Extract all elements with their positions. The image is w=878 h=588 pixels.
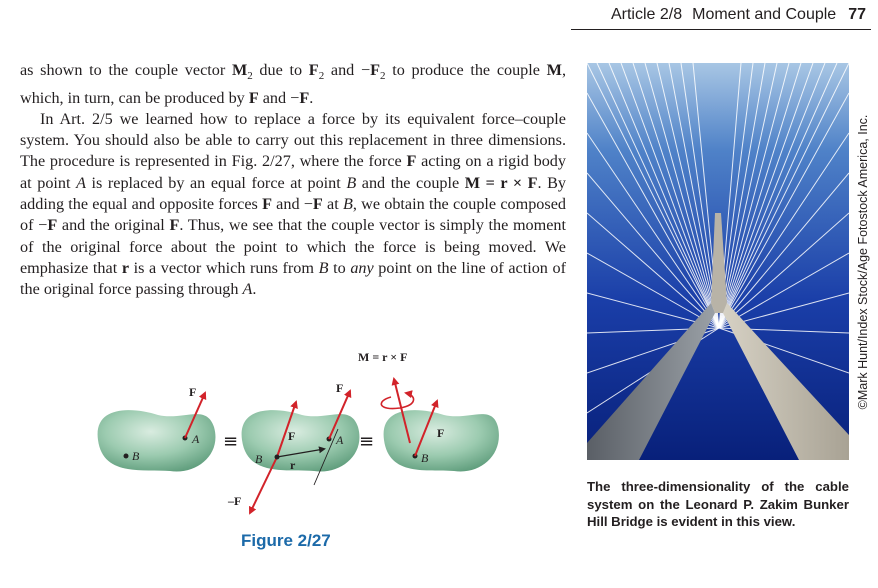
label-r: r [290, 458, 296, 472]
label-a-1: A [192, 432, 200, 446]
label-a-2: A [336, 433, 344, 447]
label-b-3: B [421, 451, 429, 465]
photo-credit [851, 63, 875, 460]
label-f-1: F [189, 385, 197, 399]
body-text [20, 60, 566, 301]
rigid-body-3 [384, 410, 499, 471]
bridge-photo [587, 63, 849, 460]
photo-caption: The three-dimensionality of the cable system on the Leonard P. Zakim Bunker Hill Bridge is evident in this view. [587, 479, 849, 530]
photo-credit-text: ©Mark Hunt/Index Stock/Age Fotostock America, Inc. [856, 114, 870, 409]
equiv-sign-1: ≡ [223, 431, 239, 452]
equiv-sign-2: ≡ [359, 431, 375, 452]
label-b-1: B [132, 449, 140, 463]
label-f-3: F [437, 426, 445, 440]
figure-2-27 [88, 345, 508, 535]
paragraph-1: as shown to the couple vector $M_2$ due to $F_2$ and $-F_2$ to produce the couple M, which, in turn, can be produced by F and −F. [20, 61, 566, 107]
label-f-b-2: F [288, 429, 296, 443]
page-number: 77 [848, 6, 866, 23]
figure-caption: Figure 2/27 [241, 531, 331, 550]
paragraph-2: In Art. 2/5 we learned how to replace a force by its equivalent force–couple system. You should also be able to carry out this replacement in three dimensions. The procedure is represented in Fig. 2/27, where the force F acting on a rigid body at point A is replaced by an equal force at point B and the couple M = r × F. By adding the equal and opposite forces F and −F at B, we obtain the couple composed of −F and the original F. Thus, we see that the couple vector is simply the moment of the original force about the point to which the force is being moved. We emphasize that r is a vector which runs from B to any point on the line of action of the original force passing through A. [20, 109, 567, 299]
header-section: Article 2/8 [610, 6, 683, 23]
header-title: Moment and Couple [692, 6, 837, 23]
label-m-equation: M = r × F [358, 350, 408, 364]
point-b-1 [124, 454, 129, 459]
label-f-2: F [336, 381, 344, 395]
running-header [611, 6, 866, 26]
label-neg-f: –F [228, 494, 242, 508]
header-rule [571, 29, 871, 30]
label-b-2: B [255, 452, 263, 466]
